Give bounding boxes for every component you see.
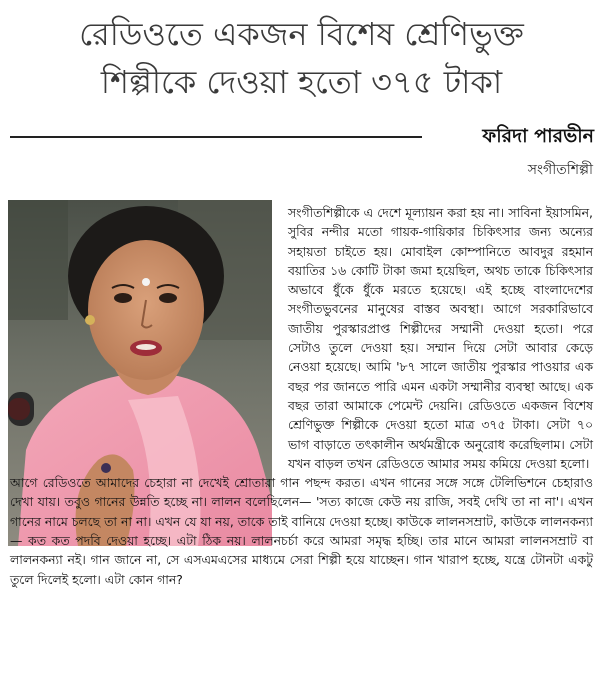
byline-role: সংগীতশিল্পী: [527, 162, 593, 178]
headline-line-1: রেডিওতে একজন বিশেষ শ্রেণিভুক্ত: [79, 15, 524, 53]
article-body: [10, 203, 593, 589]
byline-rule: [10, 136, 422, 138]
byline-row: [10, 122, 594, 152]
headline: [0, 10, 603, 106]
article-paragraph-1: সংগীতশিল্পীকে এ দেশে মূল্যায়ন করা হয় না। সাবিনা ইয়াসমিন, সুবির নন্দীর মতো গায়ক-গায়িকার চিকিৎসার জন্য অন্যের সহায়তা চাইতে হয়। মোবাইল কোম্পানিতে আবদুর রহমান বয়াতির ১৬ কোটি টাকা জমা হয়েছিল, অথচ তাকে চিকিৎসার অভাবে ধুঁকে ধুঁকে মরতে হয়েছে। এই হচ্ছে বাংলাদেশের সংগীতভুবনের মানুষের বাস্তব অবস্থা। আগে সরকারিভাবে জাতীয় পুরস্কারপ্রাপ্ত শিল্পীদের সম্মানী দেওয়া হতো। পরে সেটাও তুলে দেওয়া হয়। সম্মান দিয়ে সেটা আবার কেড়ে নেওয়া হয়েছে। আমি '৮৭ সালে জাতীয় পুরস্কার পাওয়ার এক বছর পর জানতে পারি এমন একটা সম্মানীর ব্যবস্থা আছে। এক বছর তারা আমাকে পেমেন্ট দেয়নি। রেডিওতে একজন বিশেষ শ্রেণিভুক্ত শিল্পীকে দেওয়া হতো মাত্র ৩৭৫ টাকা। সেটা ৭০ ভাগ বাড়াতে তৎকালীন অর্থমন্ত্রীকে অনুরোধ করেছিলাম। সেটা যখন বাড়ল তখন রেডিওতে আমার সময় কমিয়ে দেওয়া হলো।: [288, 205, 593, 471]
headline-line-2: শিল্পীকে দেওয়া হতো ৩৭৫ টাকা: [100, 63, 503, 101]
byline-name: ফরিদা পারভীন: [482, 125, 594, 147]
article-paragraph-2: আগে রেডিওতে আমাদের চেহারা না দেখেই শ্রোতারা গান পছন্দ করত। এখন গানের সঙ্গে সঙ্গে টেলিভিশনে চেহারাও দেখা যায়। তবুও গানের উন্নতি হচ্ছে না। লালন বলেছিলেন— 'সত্য কাজে কেউ নয় রাজি, সবই দেখি তা না না'। এখন গানের নামে চলছে তা না না। এখন যে যা নয়, তাকে তাই বানিয়ে দেওয়া হচ্ছে। কাউকে লালনসম্রাট, কাউকে লালনকন্যা— কত কত পদবি দেওয়া হচ্ছে। এটা ঠিক নয়। লালনচর্চা করে আমরা সমৃদ্ধ হচ্ছি। তার মানে আমরা লালনসম্রাট বা লালনকন্যা নই। গান জানে না, সে এসএমএসের মাধ্যমে সেরা শিল্পী হয়ে যাচ্ছেন। গান খারাপ হচ্ছে, যন্ত্রে টোনটা একটু তুলে দিলেই হলো। এটা কোন গান?: [10, 475, 593, 587]
